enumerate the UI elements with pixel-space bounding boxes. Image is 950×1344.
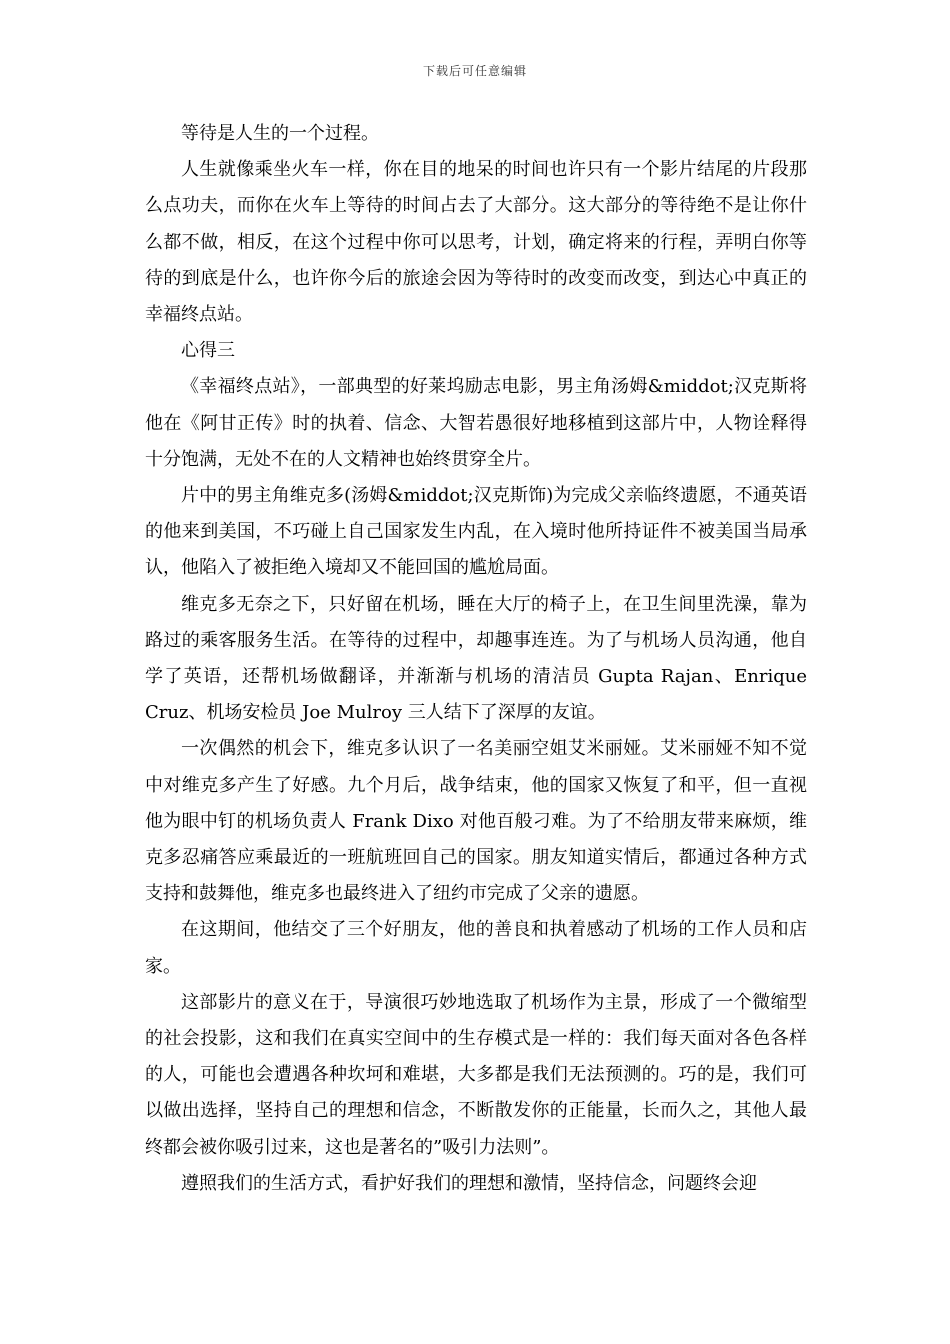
paragraph-lifestyle: 遵照我们的生活方式，看护好我们的理想和激情，坚持信念，问题终会迎 (181, 1172, 757, 1194)
section-heading-reflection-three: 心得三 (181, 340, 235, 362)
paragraph-friends: 在这期间，他结交了三个好朋友，他的善良和执着感动了机场的工作人员和店家。 (145, 919, 807, 977)
page-header: 下载后可任意编辑 (422, 64, 527, 78)
paragraph-plot-setup: 片中的男主角维克多(汤姆&middot;汉克斯饰)为完成父亲临终遗愿，不通英语的他来到美国，不巧碰上自己国家发生内乱，在入境时他所持证件不被美国当局承认，他陷入了被拒绝入境却又不能回国的尴尬局面。 (145, 485, 807, 579)
paragraph-meaning: 这部影片的意义在于，导演很巧妙地选取了机场作为主景，形成了一个微缩型的社会投影，这和我们在真实空间中的生存模式是一样的：我们每天面对各色各样的人，可能也会遭遇各种坎坷和难堪，大多都是我们无法预测的。巧的是，我们可以做出选择，坚持自己的理想和信念，不断散发你的正能量，长而久之，其他人最终都会被你吸引过来，这也是著名的”吸引力法则”。 (145, 991, 807, 1158)
paragraph-waiting-process: 等待是人生的一个过程。 (181, 123, 379, 144)
paragraph-train-analogy: 人生就像乘坐火车一样，你在目的地呆的时间也许只有一个影片结尾的片段那么点功夫，而你在火车上等待的时间占去了大部分。这大部分的等待绝不是让你什么都不做，相反，在这个过程中你可以思考，计划，确定将来的行程，弄明白你等待的到底是什么，也许你今后的旅途会因为等待时的改变而改变，到达心中真正的幸福终点站。 (145, 159, 807, 326)
paragraph-emilia: 一次偶然的机会下，维克多认识了一名美丽空姐艾米丽娅。艾米丽娅不知不觉中对维克多产生了好感。九个月后，战争结束，他的国家又恢复了和平，但一直视他为眼中钉的机场负责人 Frank Dixo 对他百般刁难。为了不给朋友带来麻烦，维克多忍痛答应乘最近的一班航班回自己的国家。朋友知道实情后，都通过各种方式支持和鼓舞他，维克多也最终进入了纽约市完成了父亲的遗愿。 (145, 738, 807, 905)
document-body (145, 116, 807, 1202)
paragraph-airport-life: 维克多无奈之下，只好留在机场，睡在大厅的椅子上，在卫生间里洗澡，靠为路过的乘客服务生活。在等待的过程中，却趣事连连。为了与机场人员沟通，他自学了英语，还帮机场做翻译，并渐渐与机场的清洁员 Gupta Rajan、Enrique Cruz、机场安检员 Joe Mulroy 三人结下了深厚的友谊。 (145, 593, 807, 724)
paragraph-film-intro: 《幸福终点站》，一部典型的好莱坞励志电影，男主角汤姆&middot;汉克斯将他在《阿甘正传》时的执着、信念、大智若愚很好地移植到这部片中，人物诠释得十分饱满，无处不在的人文精神也始终贯穿全片。 (145, 376, 807, 470)
